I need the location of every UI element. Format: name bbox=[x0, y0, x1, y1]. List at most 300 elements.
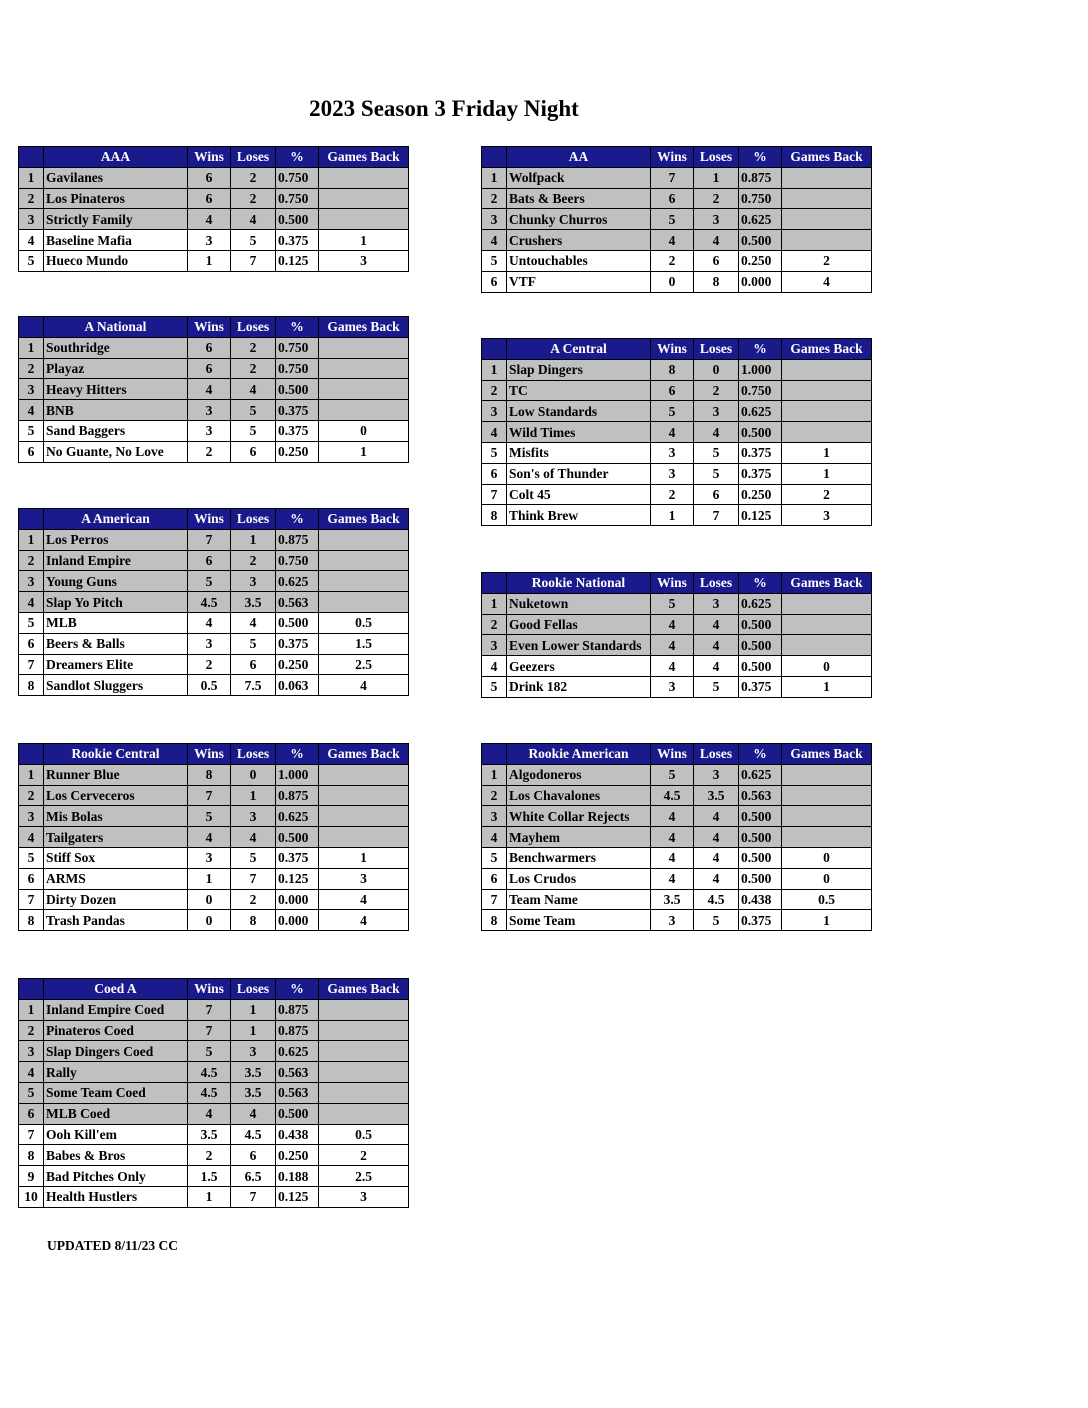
rank-cell: 1 bbox=[19, 337, 44, 358]
loses-cell: 3.5 bbox=[231, 1082, 276, 1103]
games-back-cell: 0.5 bbox=[319, 1124, 409, 1145]
games-back-cell: 1 bbox=[319, 847, 409, 868]
header-loses: Loses bbox=[694, 744, 739, 765]
games-back-cell: 0.5 bbox=[319, 612, 409, 633]
loses-cell: 5 bbox=[694, 442, 739, 463]
rank-cell: 8 bbox=[482, 910, 507, 931]
wins-cell: 4.5 bbox=[651, 785, 694, 806]
team-name-cell: Los Cerveceros bbox=[44, 785, 188, 806]
table-row bbox=[482, 380, 872, 401]
wins-cell: 6 bbox=[188, 188, 231, 209]
team-name-cell: Chunky Churros bbox=[507, 209, 651, 230]
loses-cell: 5 bbox=[231, 230, 276, 251]
wins-cell: 1.5 bbox=[188, 1166, 231, 1187]
table-row bbox=[482, 271, 872, 292]
games-back-cell: 2 bbox=[319, 1145, 409, 1166]
loses-cell: 2 bbox=[231, 188, 276, 209]
wins-cell: 4 bbox=[188, 827, 231, 848]
division-name: Rookie National bbox=[507, 573, 651, 594]
loses-cell: 1 bbox=[231, 785, 276, 806]
standings-table-rookie-national bbox=[481, 572, 872, 698]
loses-cell: 7 bbox=[231, 1186, 276, 1207]
games-back-cell: 0 bbox=[782, 656, 872, 677]
pct-cell: 0.750 bbox=[276, 188, 319, 209]
table-header-row bbox=[19, 744, 409, 765]
wins-cell: 2 bbox=[651, 250, 694, 271]
header-blank bbox=[19, 317, 44, 338]
pct-cell: 0.750 bbox=[276, 337, 319, 358]
rank-cell: 3 bbox=[19, 209, 44, 230]
loses-cell: 4 bbox=[694, 230, 739, 251]
pct-cell: 0.250 bbox=[739, 484, 782, 505]
loses-cell: 3.5 bbox=[694, 785, 739, 806]
loses-cell: 3.5 bbox=[231, 1062, 276, 1083]
team-name-cell: Sandlot Sluggers bbox=[44, 675, 188, 696]
header-games-back: Games Back bbox=[782, 573, 872, 594]
table-row bbox=[19, 188, 409, 209]
loses-cell: 5 bbox=[231, 420, 276, 441]
team-name-cell: Strictly Family bbox=[44, 209, 188, 230]
table-row bbox=[19, 633, 409, 654]
loses-cell: 3 bbox=[694, 593, 739, 614]
table-row bbox=[482, 188, 872, 209]
loses-cell: 1 bbox=[231, 529, 276, 550]
wins-cell: 4 bbox=[188, 209, 231, 230]
header-wins: Wins bbox=[188, 979, 231, 1000]
pct-cell: 0.250 bbox=[739, 250, 782, 271]
team-name-cell: Bad Pitches Only bbox=[44, 1166, 188, 1187]
rank-cell: 1 bbox=[482, 593, 507, 614]
team-name-cell: Untouchables bbox=[507, 250, 651, 271]
rank-cell: 8 bbox=[482, 505, 507, 526]
table-row bbox=[19, 889, 409, 910]
loses-cell: 2 bbox=[231, 337, 276, 358]
games-back-cell bbox=[782, 401, 872, 422]
table-row bbox=[482, 463, 872, 484]
loses-cell: 4 bbox=[694, 827, 739, 848]
rank-cell: 8 bbox=[19, 675, 44, 696]
table-row bbox=[482, 676, 872, 697]
team-name-cell: Gavilanes bbox=[44, 167, 188, 188]
team-name-cell: Dreamers Elite bbox=[44, 654, 188, 675]
header-wins: Wins bbox=[651, 573, 694, 594]
wins-cell: 4 bbox=[651, 806, 694, 827]
team-name-cell: Colt 45 bbox=[507, 484, 651, 505]
pct-cell: 0.375 bbox=[739, 676, 782, 697]
table-row bbox=[19, 1082, 409, 1103]
pct-cell: 0.750 bbox=[276, 167, 319, 188]
header-wins: Wins bbox=[188, 744, 231, 765]
loses-cell: 4 bbox=[694, 847, 739, 868]
standings-table-rookie-central bbox=[18, 743, 409, 931]
table-row bbox=[482, 910, 872, 931]
pct-cell: 0.875 bbox=[276, 785, 319, 806]
games-back-cell: 0.5 bbox=[782, 889, 872, 910]
standings-table-coed-a bbox=[18, 978, 409, 1208]
games-back-cell bbox=[319, 827, 409, 848]
header-games-back: Games Back bbox=[319, 147, 409, 168]
table-header-row bbox=[482, 744, 872, 765]
rank-cell: 3 bbox=[19, 1041, 44, 1062]
table-header-row bbox=[19, 509, 409, 530]
team-name-cell: Runner Blue bbox=[44, 764, 188, 785]
loses-cell: 5 bbox=[231, 847, 276, 868]
games-back-cell: 4 bbox=[319, 675, 409, 696]
wins-cell: 4 bbox=[188, 379, 231, 400]
pct-cell: 0.375 bbox=[739, 910, 782, 931]
loses-cell: 1 bbox=[694, 167, 739, 188]
table-row bbox=[19, 441, 409, 462]
team-name-cell: Tailgaters bbox=[44, 827, 188, 848]
team-name-cell: Even Lower Standards bbox=[507, 635, 651, 656]
games-back-cell bbox=[319, 167, 409, 188]
table-header-row bbox=[19, 317, 409, 338]
wins-cell: 4 bbox=[651, 230, 694, 251]
table-row bbox=[19, 1103, 409, 1124]
pct-cell: 0.625 bbox=[739, 209, 782, 230]
team-name-cell: Wolfpack bbox=[507, 167, 651, 188]
table-row bbox=[19, 675, 409, 696]
wins-cell: 4 bbox=[188, 1103, 231, 1124]
header-blank bbox=[19, 979, 44, 1000]
table-row bbox=[19, 420, 409, 441]
loses-cell: 3 bbox=[231, 571, 276, 592]
rank-cell: 5 bbox=[482, 847, 507, 868]
loses-cell: 4.5 bbox=[231, 1124, 276, 1145]
header-games-back: Games Back bbox=[782, 147, 872, 168]
team-name-cell: White Collar Rejects bbox=[507, 806, 651, 827]
wins-cell: 5 bbox=[188, 806, 231, 827]
division-name: A National bbox=[44, 317, 188, 338]
loses-cell: 4 bbox=[694, 614, 739, 635]
rank-cell: 2 bbox=[19, 358, 44, 379]
loses-cell: 3 bbox=[694, 401, 739, 422]
games-back-cell: 4 bbox=[782, 271, 872, 292]
header-blank bbox=[482, 339, 507, 360]
loses-cell: 5 bbox=[231, 400, 276, 421]
pct-cell: 0.563 bbox=[276, 592, 319, 613]
team-name-cell: Mayhem bbox=[507, 827, 651, 848]
games-back-cell: 3 bbox=[319, 868, 409, 889]
games-back-cell bbox=[319, 1062, 409, 1083]
table-row bbox=[19, 1186, 409, 1207]
rank-cell: 6 bbox=[19, 868, 44, 889]
rank-cell: 1 bbox=[482, 764, 507, 785]
games-back-cell: 1 bbox=[782, 442, 872, 463]
pct-cell: 0.750 bbox=[276, 358, 319, 379]
games-back-cell bbox=[782, 188, 872, 209]
rank-cell: 7 bbox=[482, 484, 507, 505]
games-back-cell bbox=[319, 764, 409, 785]
division-name: AAA bbox=[44, 147, 188, 168]
games-back-cell bbox=[319, 358, 409, 379]
loses-cell: 7 bbox=[231, 868, 276, 889]
table-header-row bbox=[482, 573, 872, 594]
pct-cell: 0.375 bbox=[276, 847, 319, 868]
header-pct: % bbox=[276, 744, 319, 765]
games-back-cell bbox=[782, 614, 872, 635]
games-back-cell bbox=[319, 337, 409, 358]
wins-cell: 2 bbox=[188, 441, 231, 462]
wins-cell: 3 bbox=[188, 230, 231, 251]
rank-cell: 6 bbox=[19, 1103, 44, 1124]
pct-cell: 0.000 bbox=[739, 271, 782, 292]
games-back-cell: 2.5 bbox=[319, 654, 409, 675]
rank-cell: 6 bbox=[482, 463, 507, 484]
loses-cell: 4.5 bbox=[694, 889, 739, 910]
games-back-cell: 4 bbox=[319, 910, 409, 931]
wins-cell: 2 bbox=[651, 484, 694, 505]
table-row bbox=[482, 827, 872, 848]
rank-cell: 5 bbox=[19, 612, 44, 633]
wins-cell: 8 bbox=[188, 764, 231, 785]
rank-cell: 6 bbox=[19, 441, 44, 462]
table-row bbox=[19, 1124, 409, 1145]
pct-cell: 0.750 bbox=[739, 188, 782, 209]
rank-cell: 5 bbox=[19, 420, 44, 441]
pct-cell: 0.500 bbox=[739, 614, 782, 635]
team-name-cell: MLB Coed bbox=[44, 1103, 188, 1124]
games-back-cell bbox=[782, 827, 872, 848]
games-back-cell bbox=[782, 764, 872, 785]
rank-cell: 5 bbox=[482, 676, 507, 697]
table-row bbox=[19, 1020, 409, 1041]
table-row bbox=[19, 529, 409, 550]
header-blank bbox=[19, 744, 44, 765]
header-loses: Loses bbox=[694, 339, 739, 360]
games-back-cell bbox=[319, 999, 409, 1020]
rank-cell: 7 bbox=[482, 889, 507, 910]
pct-cell: 0.500 bbox=[739, 230, 782, 251]
table-header-row bbox=[482, 339, 872, 360]
games-back-cell bbox=[782, 635, 872, 656]
team-name-cell: Los Chavalones bbox=[507, 785, 651, 806]
pct-cell: 0.250 bbox=[276, 1145, 319, 1166]
team-name-cell: BNB bbox=[44, 400, 188, 421]
table-row bbox=[19, 806, 409, 827]
rank-cell: 3 bbox=[482, 635, 507, 656]
loses-cell: 6 bbox=[231, 1145, 276, 1166]
pct-cell: 0.625 bbox=[276, 571, 319, 592]
header-loses: Loses bbox=[231, 979, 276, 1000]
rank-cell: 1 bbox=[19, 764, 44, 785]
loses-cell: 6 bbox=[231, 441, 276, 462]
pct-cell: 1.000 bbox=[739, 359, 782, 380]
games-back-cell: 2 bbox=[782, 250, 872, 271]
table-row bbox=[19, 764, 409, 785]
rank-cell: 4 bbox=[19, 400, 44, 421]
rank-cell: 4 bbox=[19, 1062, 44, 1083]
wins-cell: 5 bbox=[651, 764, 694, 785]
wins-cell: 5 bbox=[188, 1041, 231, 1062]
header-wins: Wins bbox=[188, 317, 231, 338]
pct-cell: 0.250 bbox=[276, 441, 319, 462]
header-blank bbox=[482, 573, 507, 594]
games-back-cell: 2.5 bbox=[319, 1166, 409, 1187]
team-name-cell: Geezers bbox=[507, 656, 651, 677]
games-back-cell bbox=[319, 592, 409, 613]
pct-cell: 0.500 bbox=[276, 1103, 319, 1124]
pct-cell: 1.000 bbox=[276, 764, 319, 785]
team-name-cell: Southridge bbox=[44, 337, 188, 358]
games-back-cell bbox=[782, 167, 872, 188]
team-name-cell: Think Brew bbox=[507, 505, 651, 526]
standings-table-a-national bbox=[18, 316, 409, 463]
wins-cell: 6 bbox=[188, 167, 231, 188]
wins-cell: 6 bbox=[188, 337, 231, 358]
header-wins: Wins bbox=[651, 744, 694, 765]
table-row bbox=[482, 505, 872, 526]
rank-cell: 5 bbox=[19, 1082, 44, 1103]
loses-cell: 5 bbox=[231, 633, 276, 654]
header-blank bbox=[482, 744, 507, 765]
pct-cell: 0.625 bbox=[739, 401, 782, 422]
pct-cell: 0.875 bbox=[276, 529, 319, 550]
games-back-cell: 3 bbox=[319, 1186, 409, 1207]
table-row bbox=[482, 401, 872, 422]
team-name-cell: Baseline Mafia bbox=[44, 230, 188, 251]
loses-cell: 4 bbox=[231, 827, 276, 848]
games-back-cell bbox=[319, 785, 409, 806]
games-back-cell: 3 bbox=[319, 250, 409, 271]
pct-cell: 0.500 bbox=[739, 868, 782, 889]
page-title: 2023 Season 3 Friday Night bbox=[309, 96, 579, 121]
loses-cell: 4 bbox=[694, 806, 739, 827]
pct-cell: 0.500 bbox=[739, 422, 782, 443]
games-back-cell bbox=[782, 209, 872, 230]
table-row bbox=[19, 250, 409, 271]
header-pct: % bbox=[739, 147, 782, 168]
team-name-cell: Stiff Sox bbox=[44, 847, 188, 868]
table-row bbox=[482, 889, 872, 910]
table-row bbox=[482, 167, 872, 188]
pct-cell: 0.188 bbox=[276, 1166, 319, 1187]
rank-cell: 2 bbox=[482, 380, 507, 401]
standings-table-aa bbox=[481, 146, 872, 293]
games-back-cell: 0 bbox=[782, 868, 872, 889]
pct-cell: 0.500 bbox=[276, 827, 319, 848]
table-row bbox=[19, 612, 409, 633]
header-games-back: Games Back bbox=[782, 339, 872, 360]
table-row bbox=[482, 442, 872, 463]
rank-cell: 5 bbox=[19, 250, 44, 271]
loses-cell: 4 bbox=[231, 379, 276, 400]
table-row bbox=[19, 209, 409, 230]
loses-cell: 2 bbox=[231, 358, 276, 379]
header-blank bbox=[19, 147, 44, 168]
rank-cell: 2 bbox=[19, 785, 44, 806]
pct-cell: 0.500 bbox=[739, 827, 782, 848]
loses-cell: 7 bbox=[694, 505, 739, 526]
team-name-cell: Babes & Bros bbox=[44, 1145, 188, 1166]
rank-cell: 8 bbox=[19, 1145, 44, 1166]
pct-cell: 0.625 bbox=[276, 1041, 319, 1062]
table-row bbox=[482, 614, 872, 635]
wins-cell: 7 bbox=[188, 999, 231, 1020]
games-back-cell bbox=[782, 593, 872, 614]
header-loses: Loses bbox=[231, 509, 276, 530]
team-name-cell: Hueco Mundo bbox=[44, 250, 188, 271]
wins-cell: 5 bbox=[651, 593, 694, 614]
team-name-cell: Algodoneros bbox=[507, 764, 651, 785]
table-row bbox=[482, 359, 872, 380]
header-blank bbox=[482, 147, 507, 168]
wins-cell: 8 bbox=[651, 359, 694, 380]
wins-cell: 3 bbox=[651, 442, 694, 463]
wins-cell: 6 bbox=[188, 358, 231, 379]
header-pct: % bbox=[739, 339, 782, 360]
wins-cell: 3 bbox=[188, 420, 231, 441]
table-row bbox=[482, 806, 872, 827]
wins-cell: 4.5 bbox=[188, 1062, 231, 1083]
loses-cell: 2 bbox=[231, 889, 276, 910]
loses-cell: 0 bbox=[694, 359, 739, 380]
games-back-cell bbox=[319, 806, 409, 827]
wins-cell: 7 bbox=[188, 785, 231, 806]
rank-cell: 4 bbox=[482, 230, 507, 251]
pct-cell: 0.375 bbox=[739, 463, 782, 484]
rank-cell: 2 bbox=[482, 614, 507, 635]
loses-cell: 3 bbox=[231, 1041, 276, 1062]
team-name-cell: Benchwarmers bbox=[507, 847, 651, 868]
wins-cell: 3 bbox=[651, 910, 694, 931]
rank-cell: 3 bbox=[19, 806, 44, 827]
team-name-cell: No Guante, No Love bbox=[44, 441, 188, 462]
rank-cell: 3 bbox=[482, 401, 507, 422]
wins-cell: 4 bbox=[188, 612, 231, 633]
rank-cell: 2 bbox=[482, 785, 507, 806]
team-name-cell: Wild Times bbox=[507, 422, 651, 443]
header-games-back: Games Back bbox=[319, 509, 409, 530]
team-name-cell: TC bbox=[507, 380, 651, 401]
loses-cell: 8 bbox=[694, 271, 739, 292]
table-row bbox=[19, 785, 409, 806]
table-row bbox=[19, 167, 409, 188]
table-row bbox=[19, 654, 409, 675]
rank-cell: 2 bbox=[482, 188, 507, 209]
team-name-cell: Slap Dingers bbox=[507, 359, 651, 380]
table-row bbox=[482, 484, 872, 505]
standings-table-a-american bbox=[18, 508, 409, 696]
rank-cell: 1 bbox=[482, 359, 507, 380]
table-row bbox=[19, 1062, 409, 1083]
table-row bbox=[482, 847, 872, 868]
table-row bbox=[482, 635, 872, 656]
team-name-cell: Pinateros Coed bbox=[44, 1020, 188, 1041]
header-pct: % bbox=[739, 744, 782, 765]
team-name-cell: Crushers bbox=[507, 230, 651, 251]
pct-cell: 0.438 bbox=[739, 889, 782, 910]
pct-cell: 0.500 bbox=[739, 656, 782, 677]
header-loses: Loses bbox=[231, 744, 276, 765]
pct-cell: 0.875 bbox=[739, 167, 782, 188]
wins-cell: 0.5 bbox=[188, 675, 231, 696]
table-row bbox=[19, 550, 409, 571]
loses-cell: 1 bbox=[231, 1020, 276, 1041]
pct-cell: 0.125 bbox=[276, 868, 319, 889]
table-row bbox=[19, 379, 409, 400]
games-back-cell: 1 bbox=[782, 463, 872, 484]
rank-cell: 4 bbox=[482, 422, 507, 443]
pct-cell: 0.125 bbox=[739, 505, 782, 526]
rank-cell: 4 bbox=[19, 827, 44, 848]
table-row bbox=[19, 1041, 409, 1062]
division-name: Rookie American bbox=[507, 744, 651, 765]
loses-cell: 3.5 bbox=[231, 592, 276, 613]
team-name-cell: Health Hustlers bbox=[44, 1186, 188, 1207]
wins-cell: 1 bbox=[651, 505, 694, 526]
games-back-cell bbox=[319, 571, 409, 592]
